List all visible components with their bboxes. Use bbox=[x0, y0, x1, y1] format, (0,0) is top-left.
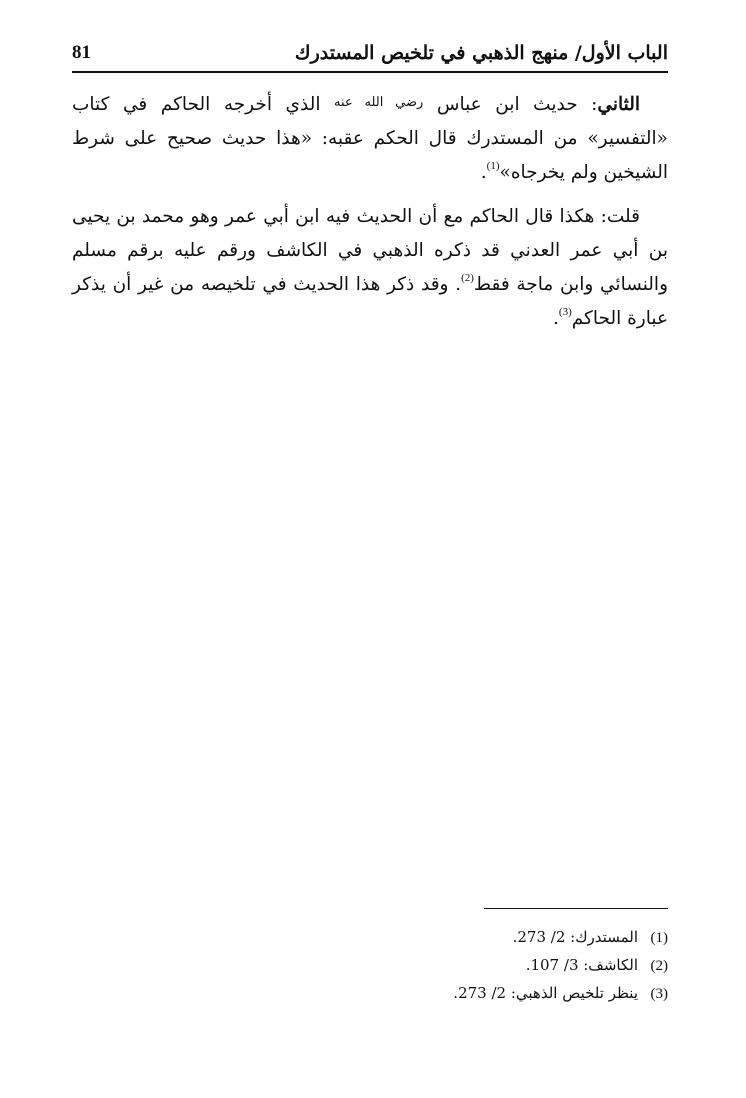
main-text bbox=[72, 86, 668, 336]
paragraph-1-end: . bbox=[480, 162, 487, 183]
header-rule bbox=[72, 71, 668, 73]
honorific-ligature: رضي الله عنه bbox=[334, 95, 424, 110]
paragraph-2 bbox=[72, 200, 668, 336]
footnote-item bbox=[72, 980, 668, 1008]
footnote-ref-2[interactable]: (2) bbox=[461, 272, 474, 284]
running-header bbox=[72, 40, 668, 70]
footnote-number: (2) bbox=[650, 958, 668, 974]
footnote-separator bbox=[484, 908, 668, 909]
footnote-text: المستدرك: 2/ 273. bbox=[512, 928, 638, 946]
paragraph-2-end: . bbox=[553, 308, 559, 329]
page-number: 81 bbox=[72, 42, 91, 63]
paragraph-2-text-a: قلت: هكذا قال الحاكم مع أن الحديث فيه ابن أبي عمر وهو محمد بن يحيى بن أبي عمر العدني قد ذكره الذهبي في الكاشف ورقم عليه برقم مسلم والنسائي وابن ماجة فقط bbox=[72, 206, 668, 295]
footnotes-list bbox=[72, 924, 668, 1008]
footnote-text: الكاشف: 3/ 107. bbox=[525, 956, 638, 974]
paragraph-1-text-a: : حديث ابن عباس bbox=[423, 94, 598, 115]
running-header-title: الباب الأول/ منهج الذهبي في تلخيص المستدرك bbox=[294, 42, 668, 64]
footnote-text: ينظر تلخيص الذهبي: 2/ 273. bbox=[453, 984, 638, 1002]
footnote-ref-3[interactable]: (3) bbox=[558, 306, 572, 318]
paragraph-1 bbox=[72, 86, 668, 190]
footnote-ref-1[interactable]: (1) bbox=[486, 160, 500, 172]
footnote-item bbox=[72, 924, 668, 952]
paragraph-lead-word: الثاني bbox=[597, 94, 640, 115]
paragraph-2-text-b: . وقد ذكر هذا الحديث في تلخيصه من غير أن يذكر عبارة الحاكم bbox=[72, 274, 668, 329]
paragraph-1-text-b: الذي أخرجه الحاكم في كتاب «التفسير» من المستدرك قال الحكم عقبه: «هذا حديث صحيح على شرط الشيخين ولم يخرجاه» bbox=[72, 94, 668, 183]
footnote-number: (1) bbox=[650, 930, 668, 946]
footnote-item bbox=[72, 952, 668, 980]
footnote-number: (3) bbox=[650, 986, 668, 1002]
